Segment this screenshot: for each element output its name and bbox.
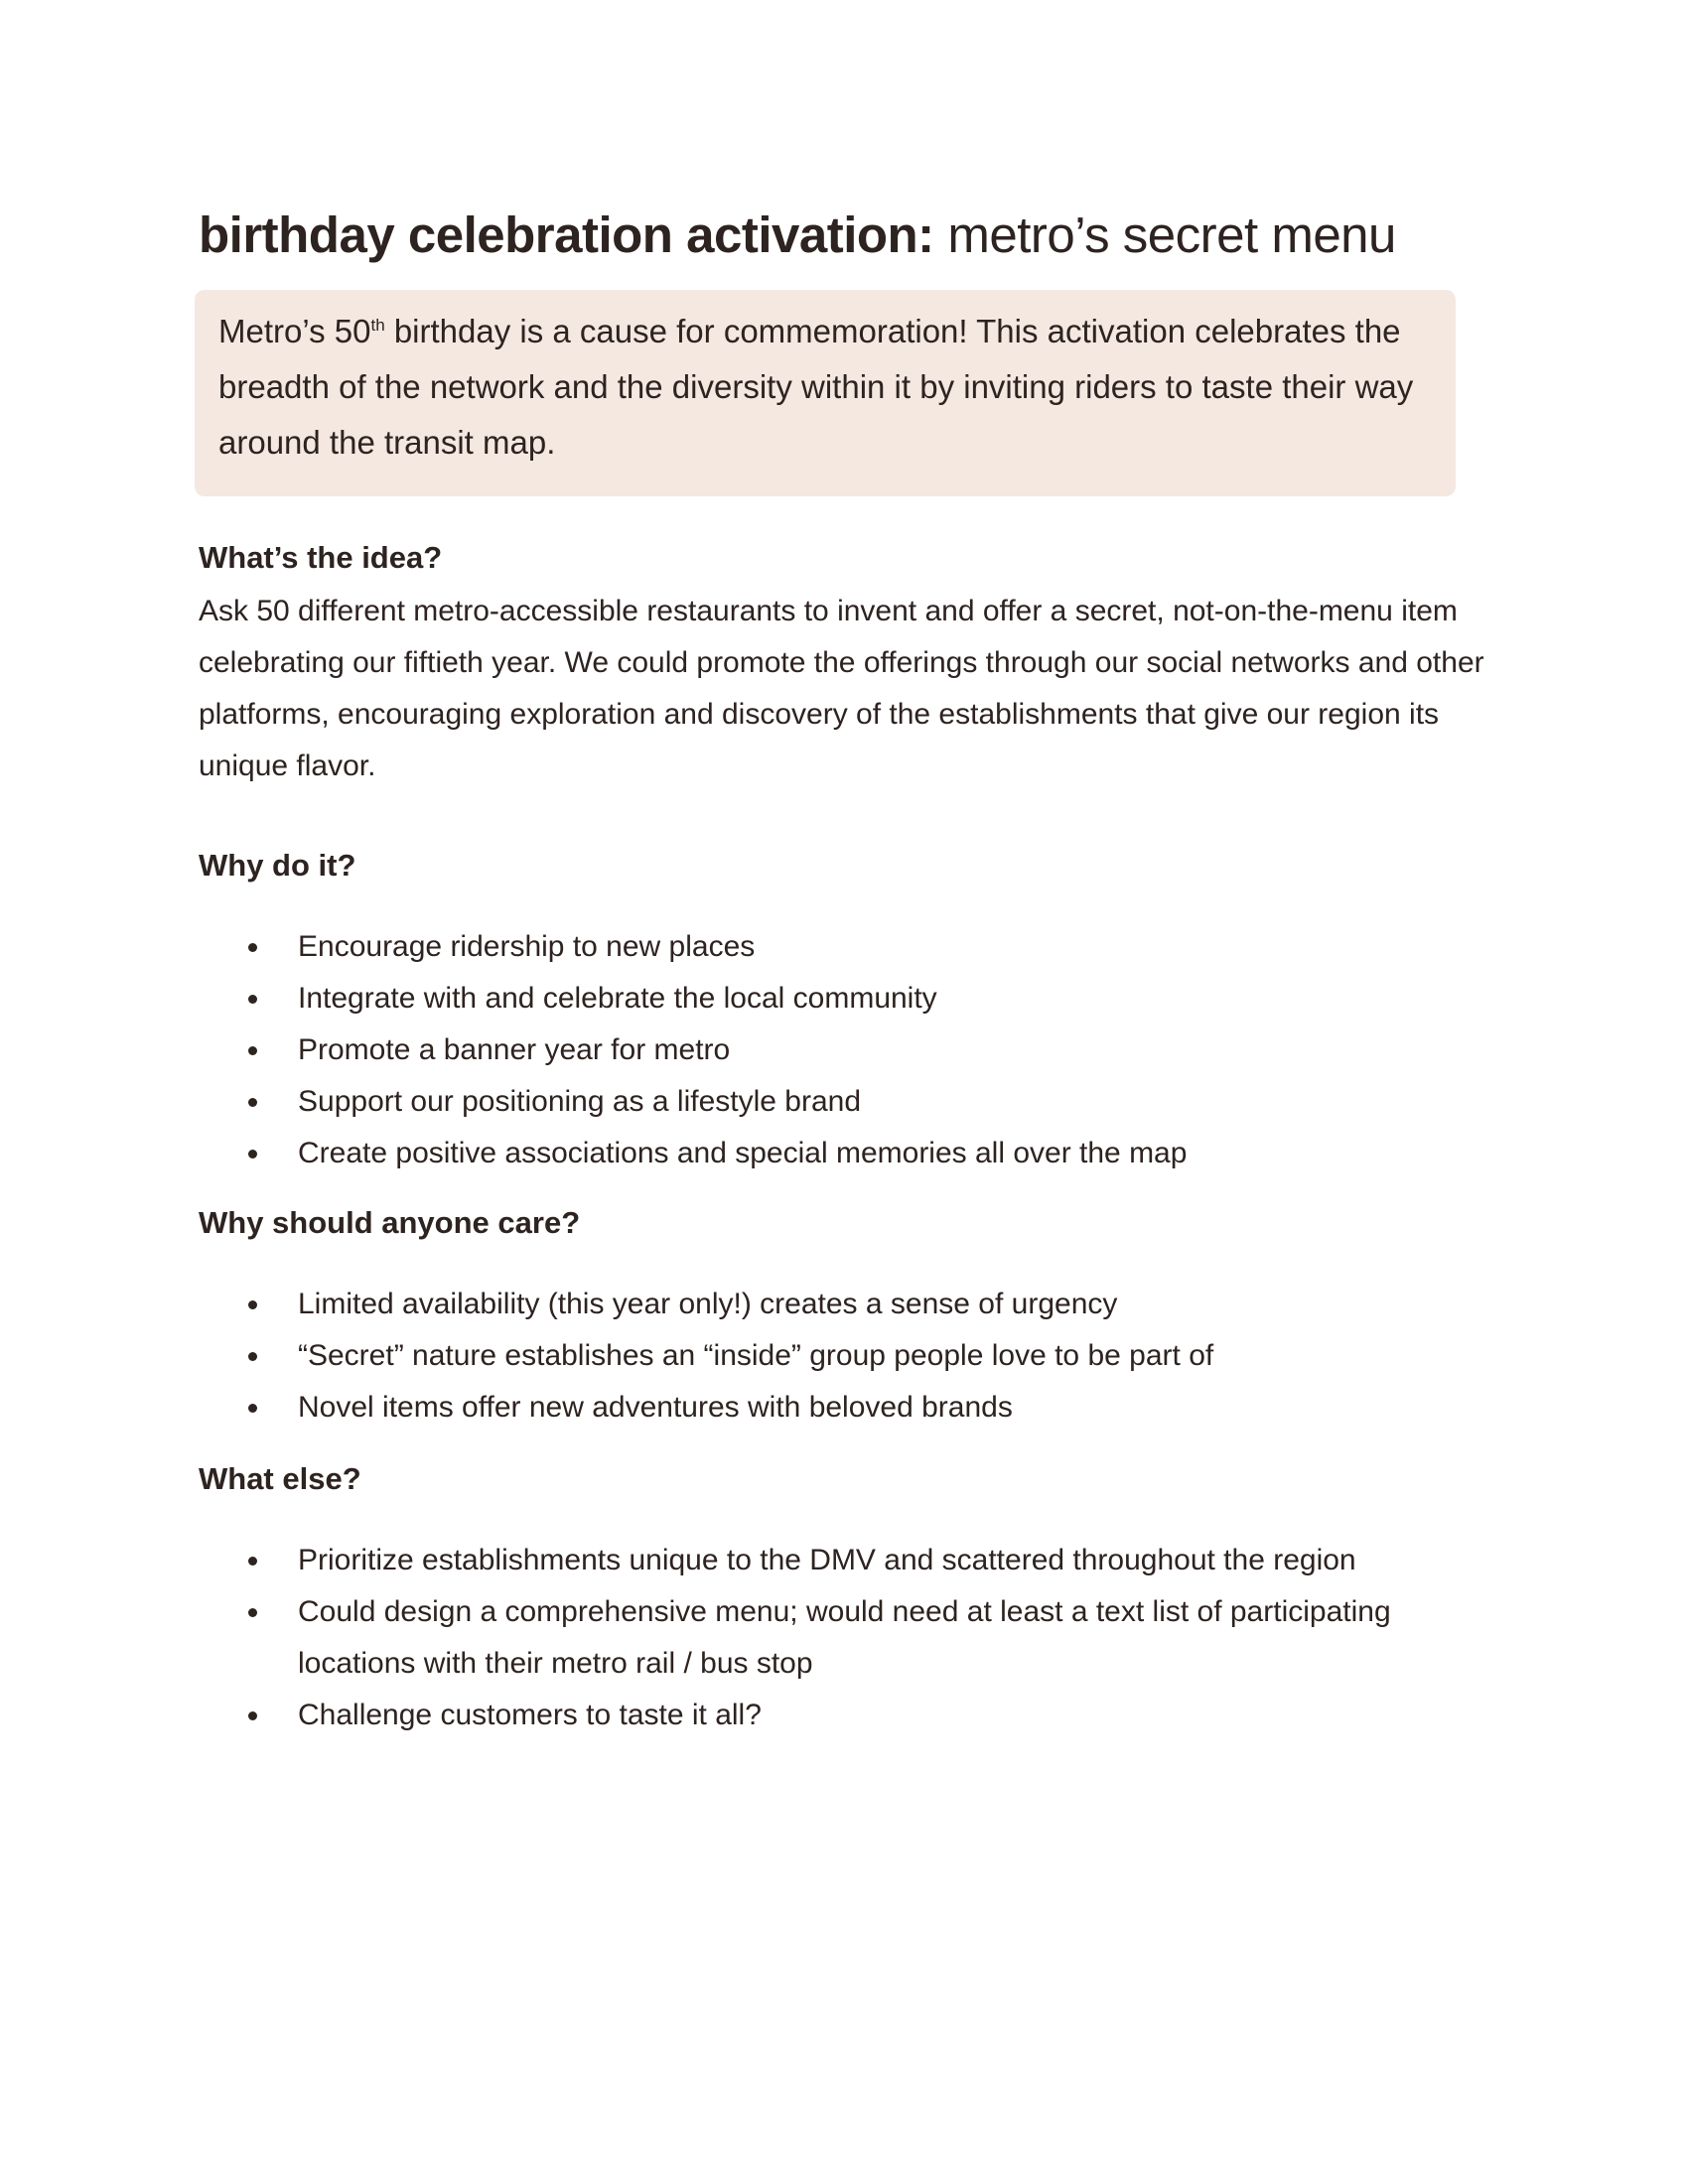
list-item-text: Could design a comprehensive menu; would need at least a text list of participating locations with their metro rail / bus stop [298, 1595, 1391, 1680]
list-item-text: Encourage ridership to new places [298, 930, 756, 963]
bullet-icon [248, 1352, 257, 1361]
intro-callout [195, 290, 1456, 496]
list-item-text: Integrate with and celebrate the local community [298, 982, 937, 1015]
list-item [199, 1128, 1489, 1179]
list-item-text: “Secret” nature establishes an “inside” group people love to be part of [298, 1339, 1214, 1372]
title-light: metro’s secret menu [933, 206, 1396, 263]
callout-lead: Metro’s 50 [218, 313, 371, 349]
title-bold: birthday celebration activation: [199, 206, 934, 263]
bullet-icon [248, 1098, 257, 1107]
callout-text: birthday is a cause for commemoration! This activation celebrates the breadth of the network and the diversity within it by inviting riders to taste their way around the transit map. [218, 313, 1414, 461]
list-item [199, 973, 1489, 1024]
page-title [199, 199, 1489, 272]
list-item [199, 1279, 1489, 1330]
why-heading: Why do it? [199, 848, 356, 883]
bullet-icon [248, 943, 257, 952]
list-item [199, 1382, 1489, 1433]
list-item [199, 1024, 1489, 1076]
list-item [199, 1690, 1489, 1741]
list-item-text: Promote a banner year for metro [298, 1033, 731, 1066]
list-item [199, 1535, 1489, 1586]
callout-superscript: th [370, 316, 385, 335]
else-heading: What else? [199, 1461, 361, 1496]
why-list [199, 921, 1489, 1179]
list-item [199, 1076, 1489, 1128]
document-page [199, 199, 1489, 1731]
bullet-icon [248, 1608, 257, 1617]
list-item [199, 1586, 1489, 1690]
bullet-icon [248, 1557, 257, 1566]
bullet-icon [248, 1404, 257, 1413]
bullet-icon [248, 1711, 257, 1720]
else-list [199, 1535, 1489, 1741]
list-item-text: Support our positioning as a lifestyle brand [298, 1085, 862, 1118]
list-item [199, 1330, 1489, 1382]
list-item-text: Novel items offer new adventures with beloved brands [298, 1391, 1013, 1424]
list-item [199, 921, 1489, 973]
care-list [199, 1279, 1489, 1433]
idea-paragraph: Ask 50 different metro-accessible restaurants to invent and offer a secret, not-on-the-menu item celebrating our fiftieth year. We could promote the offerings through our social networks and other platforms, encouraging exploration and discovery of the establishments that give our region its unique flavor. [199, 595, 1484, 782]
bullet-icon [248, 995, 257, 1004]
list-item-text: Challenge customers to taste it all? [298, 1699, 762, 1731]
bullet-icon [248, 1150, 257, 1159]
idea-heading: What’s the idea? [199, 540, 443, 575]
bullet-icon [248, 1300, 257, 1309]
bullet-icon [248, 1046, 257, 1055]
list-item-text: Create positive associations and special memories all over the map [298, 1137, 1188, 1169]
list-item-text: Prioritize establishments unique to the DMV and scattered throughout the region [298, 1544, 1356, 1576]
list-item-text: Limited availability (this year only!) creates a sense of urgency [298, 1288, 1118, 1320]
care-heading: Why should anyone care? [199, 1205, 581, 1240]
